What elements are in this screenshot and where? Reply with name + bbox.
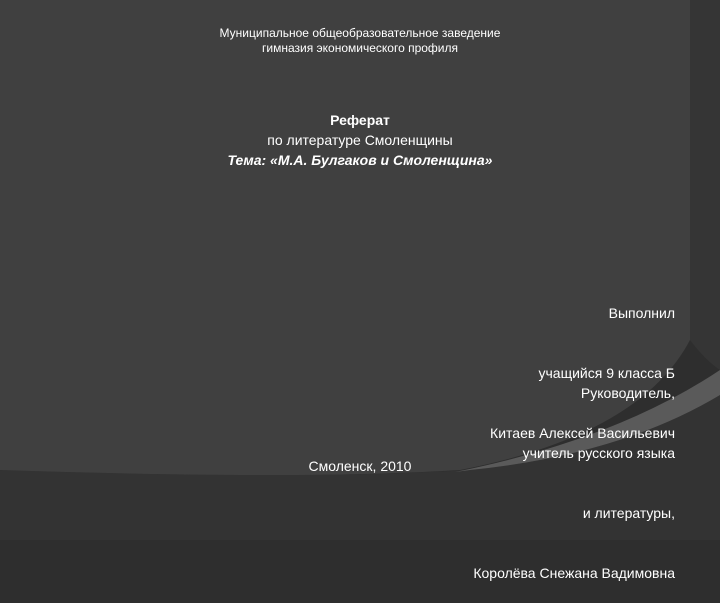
supervisor-name: Королёва Снежана Вадимовна (473, 565, 675, 581)
school-name-line-2: гимназия экономического профиля (262, 41, 458, 55)
report-topic: Тема: «М.А. Булгаков и Смоленщина» (227, 152, 493, 168)
school-name-line-1: Муниципальное общеобразовательное заведение (219, 26, 501, 40)
report-heading: Реферат (330, 112, 390, 128)
place-and-year: Смоленск, 2010 (308, 458, 412, 474)
supervisor-position-1: учитель русского языка (522, 445, 675, 461)
supervisor-label: Руководитель, (580, 385, 675, 401)
author-name: Китаев Алексей Васильевич (490, 425, 675, 441)
school-name (160, 26, 560, 56)
supervisor-position-2: и литературы, (582, 505, 675, 521)
author-class: учащийся 9 класса Б (538, 365, 675, 381)
author-label: Выполнил (608, 305, 675, 321)
supervisor-block (473, 343, 675, 603)
report-subject: по литературе Смоленщины (267, 132, 453, 148)
light-right-strip (690, 0, 720, 370)
